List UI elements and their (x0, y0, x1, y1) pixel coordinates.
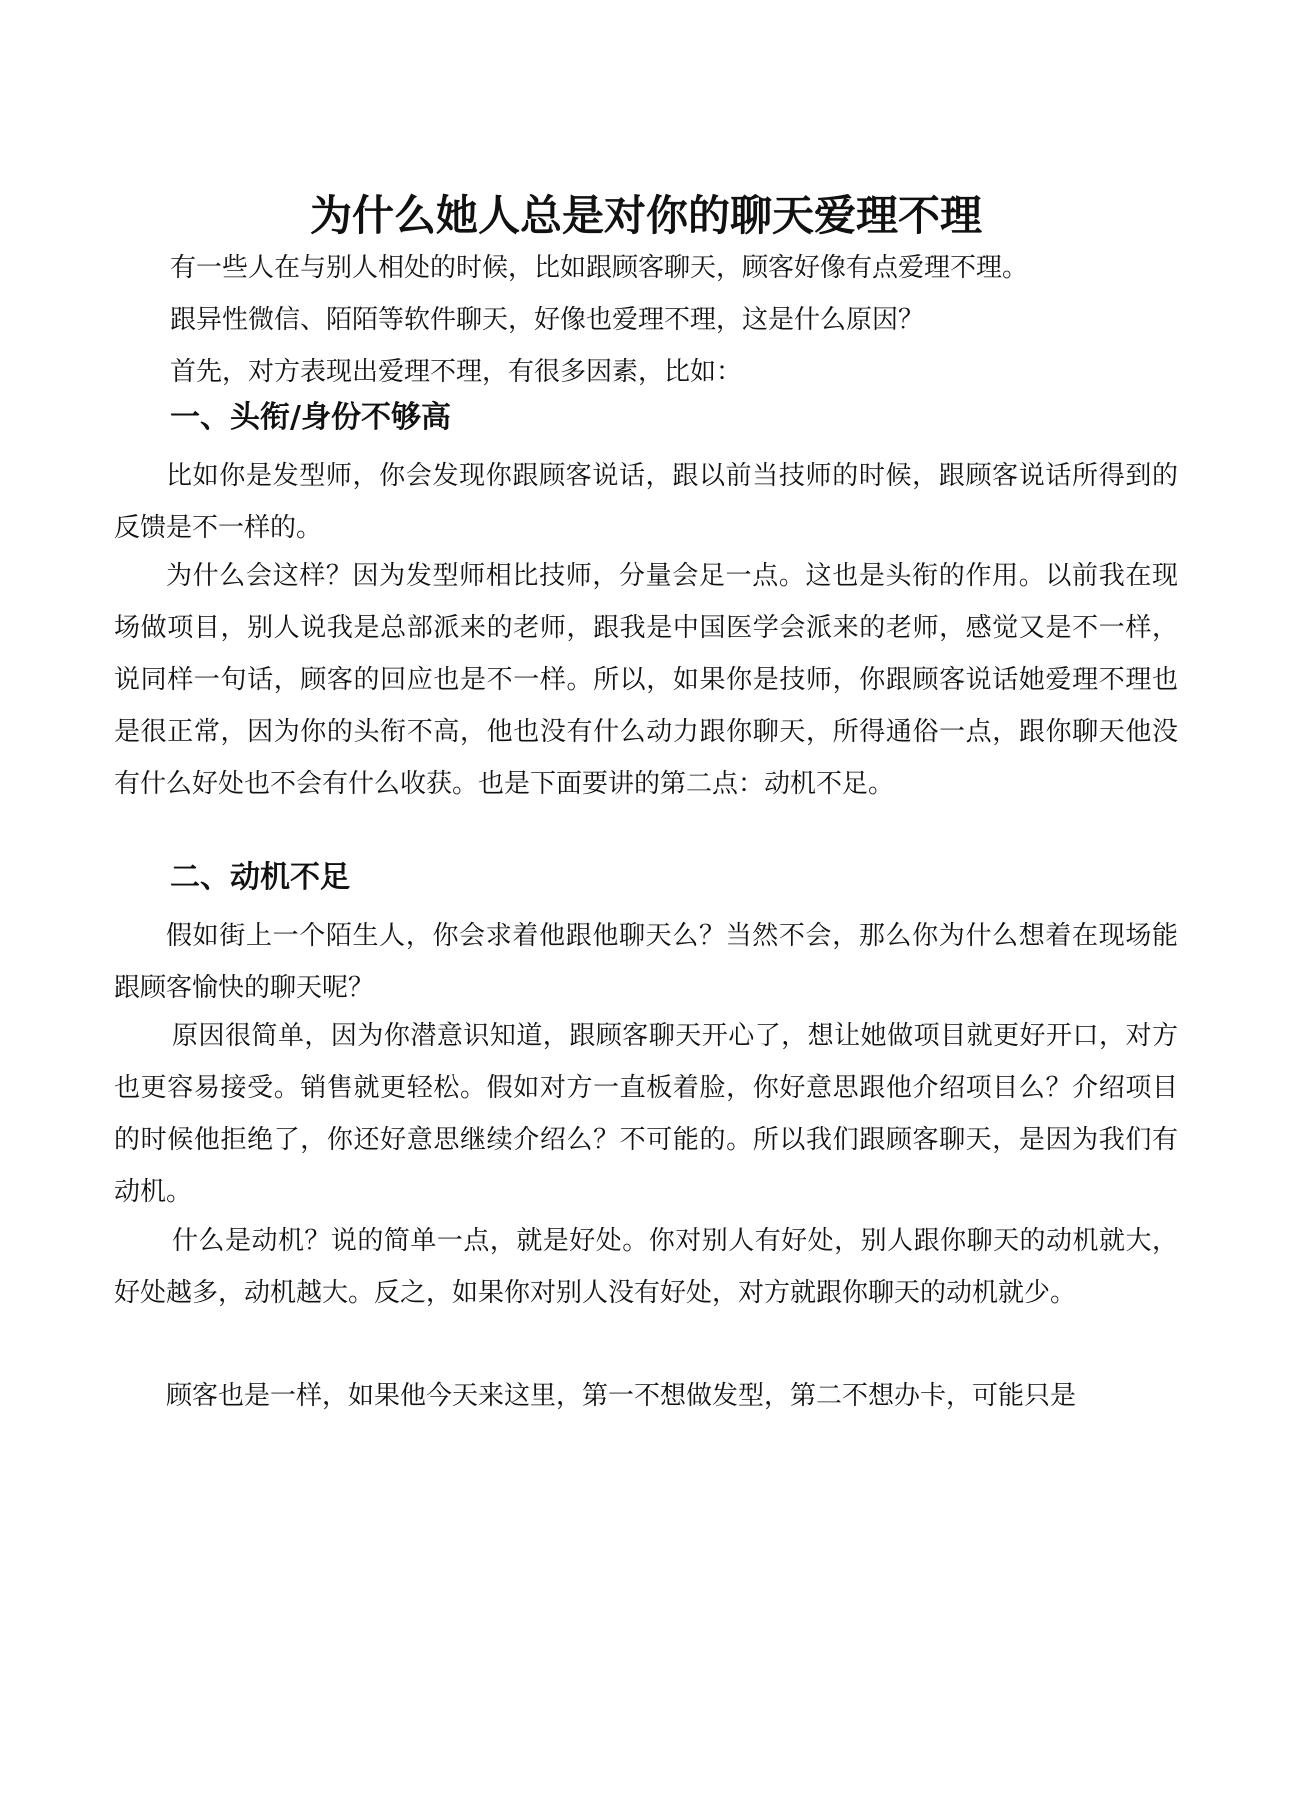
section2-paragraph-4: 顾客也是一样，如果他今天来这里，第一不想做发型，第二不想办卡，可能只是 (166, 1381, 1077, 1411)
section2-paragraph-2: 原因很简单，因为你潜意识知道，跟顾客聊天开心了，想让她做项目就更好开口，对方也更容易接受。销售就更轻松。假如对方一直板着脸，你好意思跟他介绍项目么？介绍项目的时候他拒绝了，你还好意思继续介绍么？不可能的。所以我们跟顾客聊天，是因为我们有动机。 (114, 1021, 1178, 1207)
intro-paragraph-1: 有一些人在与别人相处的时候，比如跟顾客聊天，顾客好像有点爱理不理。 (170, 253, 1029, 283)
section-heading-1: 一、头衔/身份不够高 (170, 400, 451, 435)
page-title: 为什么她人总是对你的聊天爱理不理 (309, 191, 982, 240)
intro-paragraph-2: 跟异性微信、陌陌等软件聊天，好像也爱理不理，这是什么原因？ (170, 305, 925, 335)
intro-paragraph-3: 首先，对方表现出爱理不理，有很多因素，比如： (170, 357, 743, 387)
section1-paragraph-2: 为什么会这样？因为发型师相比技师，分量会足一点。这也是头衔的作用。以前我在现场做项目，别人说我是总部派来的老师，跟我是中国医学会派来的老师，感觉又是不一样，说同样一句话，顾客的回应也是不一样。所以，如果你是技师，你跟顾客说话她爱理不理也是很正常，因为你的头衔不高，他也没有什么动力跟你聊天，所得通俗一点，跟你聊天他没有什么好处也不会有什么收获。也是下面要讲的第二点：动机不足。 (114, 561, 1178, 799)
section2-paragraph-3: 什么是动机？说的简单一点，就是好处。你对别人有好处，别人跟你聊天的动机就大，好处越多，动机越大。反之，如果你对别人没有好处，对方就跟你聊天的动机就少。 (114, 1226, 1178, 1308)
section1-paragraph-1: 比如你是发型师，你会发现你跟顾客说话，跟以前当技师的时候，跟顾客说话所得到的反馈是不一样的。 (114, 461, 1178, 543)
section2-paragraph-1: 假如街上一个陌生人，你会求着他跟他聊天么？当然不会，那么你为什么想着在现场能跟顾客愉快的聊天呢？ (114, 921, 1178, 1003)
section-heading-2: 二、动机不足 (170, 860, 350, 895)
